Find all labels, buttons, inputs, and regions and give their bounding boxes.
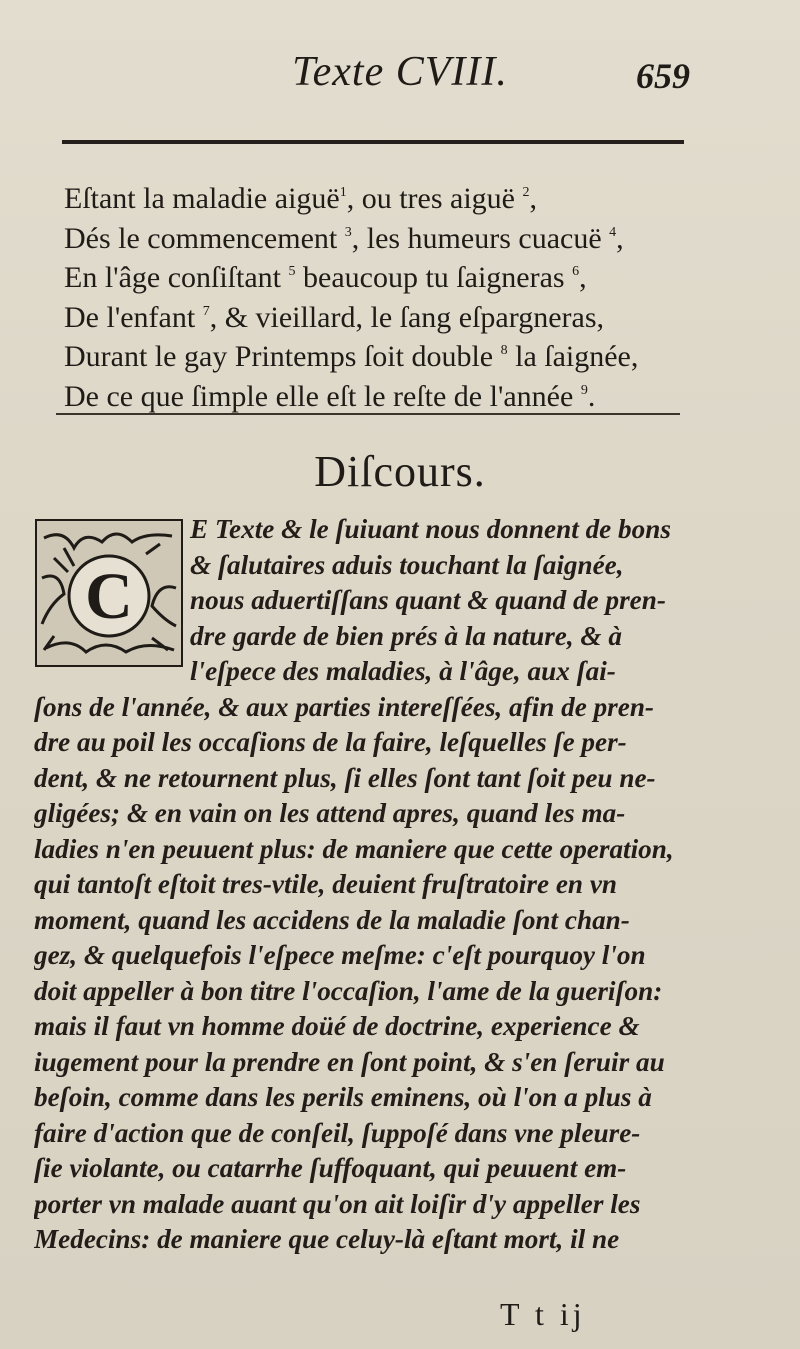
text-line: l'eſpece des maladies, à l'âge, aux ſai-	[190, 656, 616, 686]
verse-line: Eſtant la maladie aiguë$^1$, ou tres aiguë $^2$,	[64, 182, 537, 215]
dropcap-letter: C	[85, 560, 133, 633]
page-number: 659	[636, 56, 690, 96]
running-head: Texte CVIII.	[292, 49, 508, 95]
text-line: porter vn malade auant qu'on ait loiſir d'y appeller les	[34, 1188, 641, 1219]
discourse-text	[34, 512, 706, 1258]
verse-block	[64, 176, 704, 413]
text-line: moment, quand les accidens de la maladie ſont chan-	[34, 904, 630, 935]
section-rule	[56, 413, 680, 415]
text-line: ladies n'en peuuent plus: de maniere que cette operation,	[34, 833, 674, 864]
text-line: gez, & quelquefois l'eſpece meſme: c'eſt pourquoy l'on	[34, 940, 646, 970]
text-line: iugement pour la prendre en ſont point, & s'en ſeruir au	[34, 1046, 665, 1077]
text-line: nous aduertiſſans quant & quand de pren-	[190, 585, 666, 615]
text-line: dre au poil les occaſions de la faire, leſquelles ſe per-	[34, 727, 627, 757]
text-line: beſoin, comme dans les perils eminens, où l'on a plus à	[34, 1082, 652, 1112]
catchword-signature: T t ij	[500, 1296, 586, 1332]
text-line: ſie violante, ou catarrhe ſuffoquant, qui peuuent em-	[34, 1153, 627, 1183]
verse-line: En l'âge conſiſtant $^5$ beaucoup tu ſaigneras $^6$,	[64, 261, 587, 294]
text-line: dre garde de bien prés à la nature, & à	[190, 620, 622, 651]
text-line: doit appeller à bon titre l'occaſion, l'ame de la gueriſon:	[34, 975, 663, 1006]
verse-line: De l'enfant $^7$, & vieillard, le ſang eſpargneras,	[64, 300, 604, 334]
text-line: & ſalutaires aduis touchant la ſaignée,	[190, 549, 624, 580]
text-line: E Texte & le ſuiuant nous donnent de bons	[190, 514, 671, 544]
verse-line: Dés le commencement $^3$, les humeurs cuacuë $^4$,	[64, 221, 624, 255]
text-line: dent, & ne retournent plus, ſi elles ſont tant ſoit peu ne-	[34, 762, 656, 793]
verse-line: De ce que ſimple elle eſt le reſte de l'année $^9$.	[64, 379, 596, 413]
text-line: mais il faut vn homme doüé de doctrine, experience &	[34, 1011, 640, 1041]
verse-line: Durant le gay Printemps ſoit double $^8$ la ſaignée,	[64, 340, 639, 373]
text-line: qui tantoſt eſtoit tres-vtile, deuient fruſtratoire en vn	[34, 869, 618, 899]
text-line: ſons de l'année, & aux parties intereſſées, afin de pren-	[34, 691, 654, 722]
header-rule	[62, 140, 684, 144]
section-title: Diſcours.	[314, 447, 486, 496]
text-line: gligées; & en vain on les attend apres, quand les ma-	[34, 798, 626, 828]
text-line: Medecins: de maniere que celuy-là eſtant mort, il ne	[34, 1224, 620, 1254]
text-line: faire d'action que de conſeil, ſuppoſé dans vne pleure-	[34, 1117, 641, 1148]
